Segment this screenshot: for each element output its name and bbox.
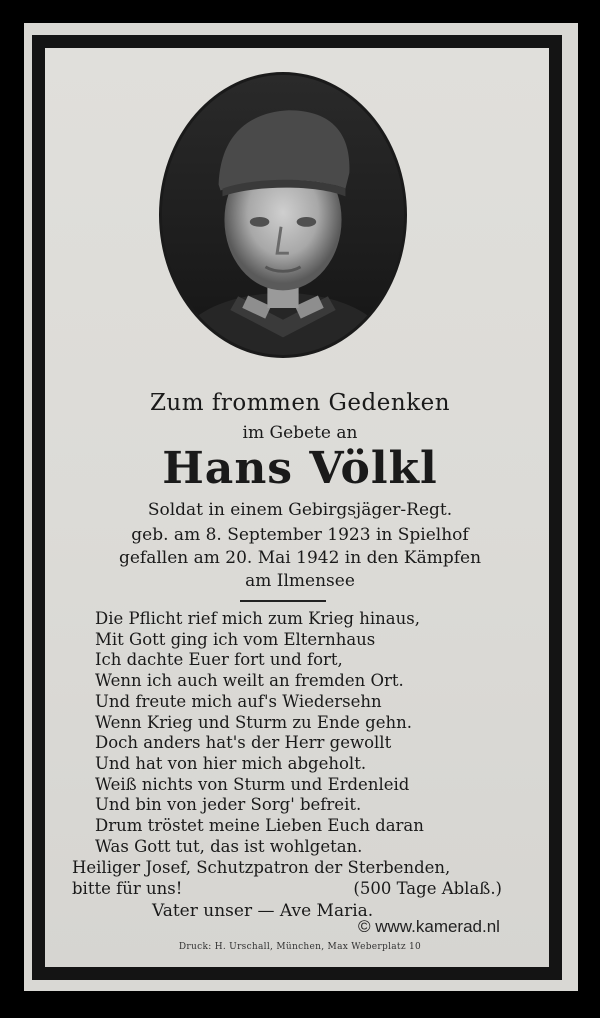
poem-line: Ich dachte Euer fort und fort, <box>95 650 343 670</box>
memorial-heading: Zum frommen Gedenken <box>149 390 451 416</box>
memorial-poem <box>95 609 495 857</box>
birth-info: geb. am 8. September 1923 in Spielhof <box>131 525 469 545</box>
poem-line: Drum tröstet meine Lieben Euch daran <box>95 816 424 836</box>
prayer-line: Heiliger Josef, Schutzpatron der Sterbenden, <box>72 858 451 877</box>
death-place: am Ilmensee <box>245 571 355 591</box>
deceased-name: Hans Völkl <box>162 443 438 494</box>
poem-line: Und bin von jeder Sorg' befreit. <box>95 795 362 815</box>
prayer-row <box>72 879 502 900</box>
soldier-portrait <box>159 72 407 358</box>
poem-line: Wenn ich auch weilt an fremden Ort. <box>95 671 404 691</box>
prayer-plea: bitte für uns! <box>72 878 183 898</box>
indulgence-note: (500 Tage Ablaß.) <box>353 878 502 898</box>
poem-line: Die Pflicht rief mich zum Krieg hinaus, <box>95 609 420 628</box>
death-info: gefallen am 20. Mai 1942 in den Kämpfen <box>118 548 482 568</box>
poem-line: Weiß nichts von Sturm und Erdenleid <box>95 774 410 794</box>
prayer-block <box>72 858 502 899</box>
military-role: Soldat in einem Gebirgsjäger-Regt. <box>147 500 453 520</box>
poem-line: Mit Gott ging ich vom Elternhaus <box>95 629 376 649</box>
poem-line: Und hat von hier mich abgeholt. <box>95 753 367 773</box>
poem-line: Doch anders hat's der Herr gewollt <box>95 733 392 753</box>
copyright-watermark: © www.kamerad.nl <box>358 917 500 936</box>
divider <box>240 600 326 602</box>
memorial-subheading: im Gebete an <box>242 423 358 443</box>
poem-line: Und freute mich auf's Wiedersehn <box>95 691 382 711</box>
closing-prayer: Vater unser — Ave Maria. <box>152 901 374 921</box>
poem-line: Was Gott tut, das ist wohlgetan. <box>95 836 363 856</box>
poem-line: Wenn Krieg und Sturm zu Ende gehn. <box>95 712 412 732</box>
portrait-photo <box>162 75 404 355</box>
printer-imprint: Druck: H. Urschall, München, Max Weberplatz 10 <box>178 942 422 952</box>
